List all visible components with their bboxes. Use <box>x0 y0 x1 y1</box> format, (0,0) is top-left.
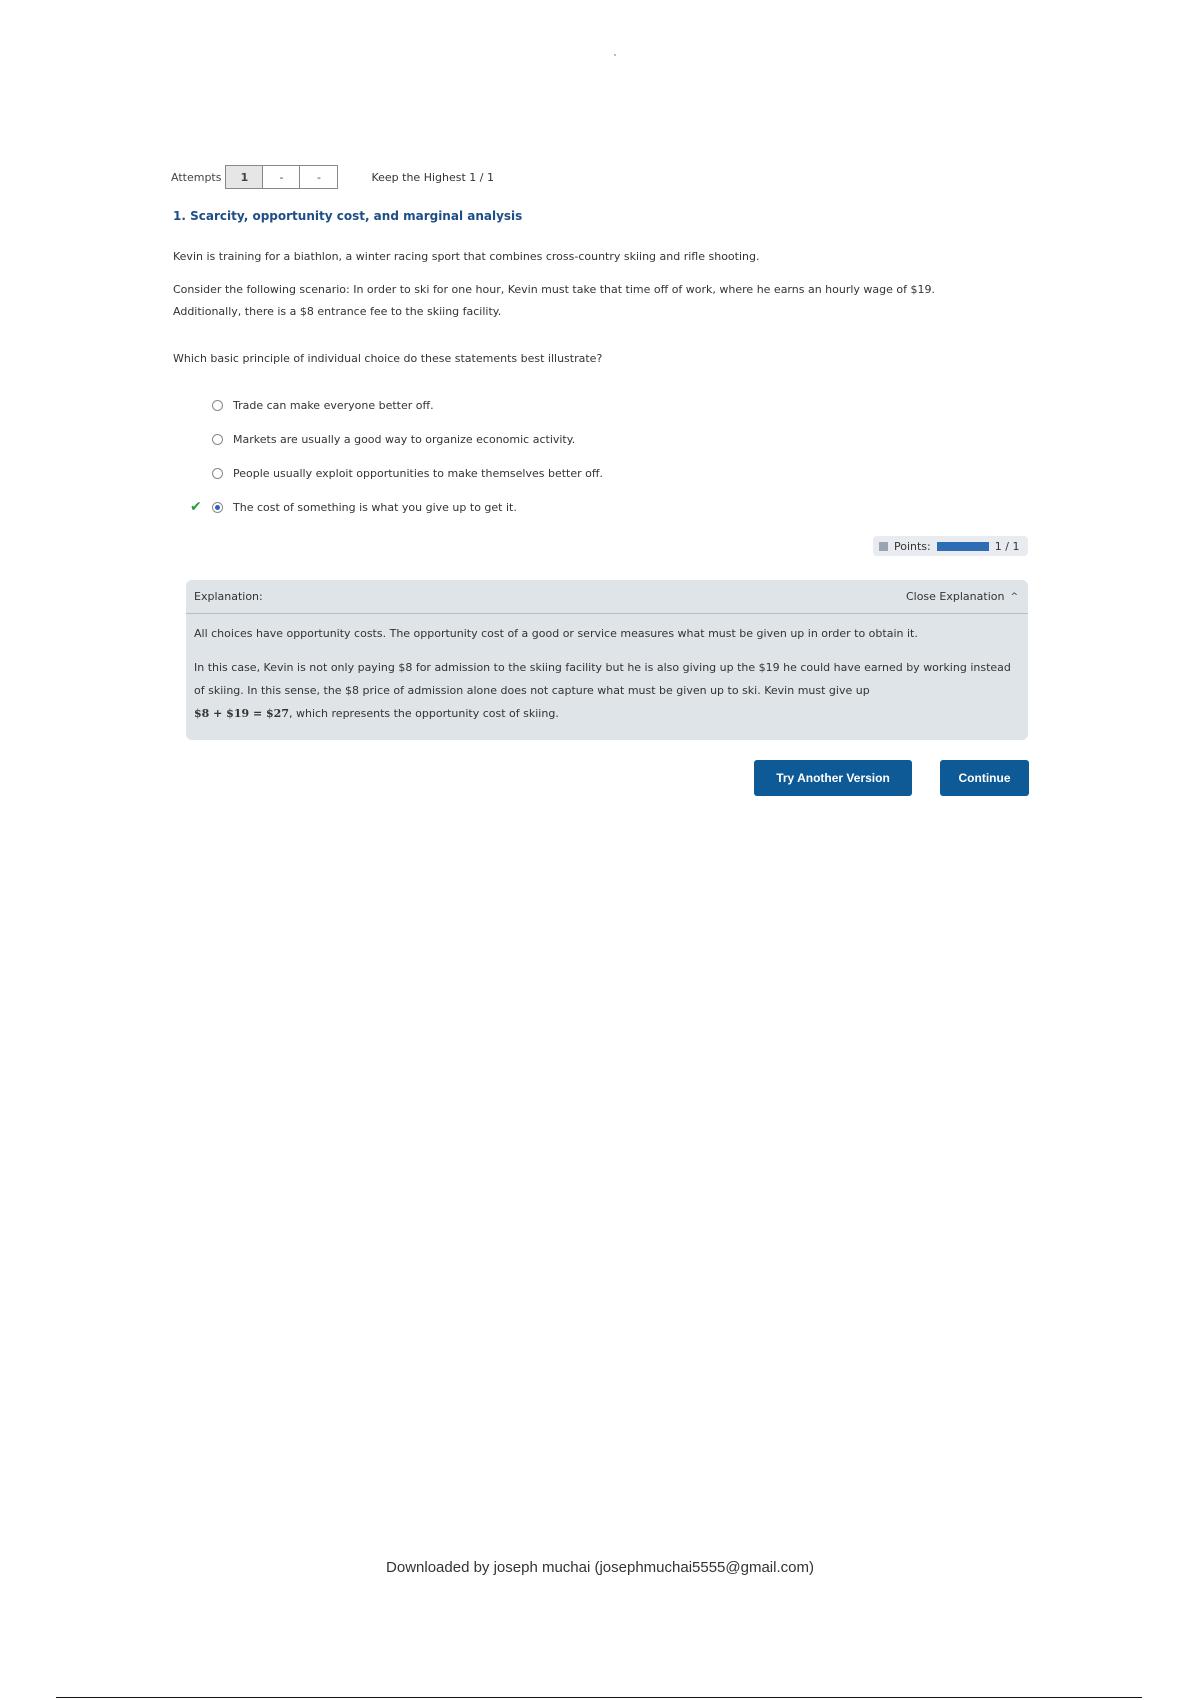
points-label: Points: <box>894 539 931 553</box>
explanation-label: Explanation: <box>194 590 263 603</box>
points-score: 1 / 1 <box>994 539 1020 553</box>
explanation-body <box>186 614 1028 725</box>
choice-3[interactable] <box>190 456 603 490</box>
explanation-para-2-end: , which represents the opportunity cost of skiing. <box>288 707 559 720</box>
question-prompt: Which basic principle of individual choice do these statements best illustrate? <box>173 352 603 365</box>
radio-button[interactable] <box>212 468 223 479</box>
choice-label: The cost of something is what you give up to get it. <box>233 500 517 514</box>
correct-check-icon: ✔ <box>190 499 202 515</box>
attempts-label: Attempts <box>171 170 222 184</box>
close-explanation-label: Close Explanation <box>905 590 1005 603</box>
choice-label: People usually exploit opportunities to make themselves better off. <box>233 466 603 480</box>
points-icon <box>879 542 888 551</box>
question-intro: Kevin is training for a biathlon, a winter racing sport that combines cross-country skiing and rifle shooting. <box>173 250 760 263</box>
explanation-header <box>186 580 1028 614</box>
stray-dot <box>614 54 616 56</box>
attempt-selector <box>225 165 338 189</box>
question-scenario: Consider the following scenario: In order to ski for one hour, Kevin must take that time off of work, where he earns an hourly wage of $19. Additionally, there is a $8 entrance fee to the skiing facility. <box>173 283 936 318</box>
choice-label: Trade can make everyone better off. <box>233 398 434 412</box>
explanation-para-2-text: In this case, Kevin is not only paying $8 for admission to the skiing facility but he is also giving up the $19 he could have earned by working instead of skiing. In this sense, the $8 price of admission alone does not capture what must be given up to ski. Kevin must give up <box>194 661 1011 697</box>
explanation-math: $8 + $19 = $27 <box>194 707 289 720</box>
bottom-divider <box>56 1697 1142 1698</box>
close-explanation-button[interactable] <box>906 590 1018 603</box>
try-another-version-button[interactable]: Try Another Version <box>754 760 912 796</box>
choice-label: Markets are usually a good way to organize economic activity. <box>233 432 576 446</box>
attempt-box-1[interactable]: 1 <box>226 166 263 188</box>
radio-button[interactable] <box>212 400 223 411</box>
radio-button-selected[interactable] <box>212 502 223 513</box>
continue-button[interactable]: Continue <box>940 760 1029 796</box>
explanation-para-2 <box>194 656 1020 725</box>
choice-2[interactable] <box>190 422 603 456</box>
attempts-row <box>171 164 494 190</box>
points-badge <box>873 536 1028 556</box>
answer-choices <box>190 388 603 524</box>
radio-button[interactable] <box>212 434 223 445</box>
keep-highest-label: Keep the Highest 1 / 1 <box>371 170 494 184</box>
question-title: 1. Scarcity, opportunity cost, and marginal analysis <box>173 209 523 223</box>
points-progress-bar <box>937 542 989 551</box>
explanation-para-1: All choices have opportunity costs. The opportunity cost of a good or service measures what must be given up in order to obtain it. <box>194 627 918 640</box>
download-footer: Downloaded by joseph muchai (josephmuchai5555@gmail.com) <box>386 1559 814 1576</box>
choice-4[interactable] <box>190 490 603 524</box>
attempt-box-2[interactable]: - <box>263 166 300 188</box>
attempt-box-3[interactable]: - <box>300 166 337 188</box>
choice-1[interactable] <box>190 388 603 422</box>
explanation-panel <box>186 580 1028 740</box>
chevron-up-icon: ^ <box>1010 591 1018 602</box>
